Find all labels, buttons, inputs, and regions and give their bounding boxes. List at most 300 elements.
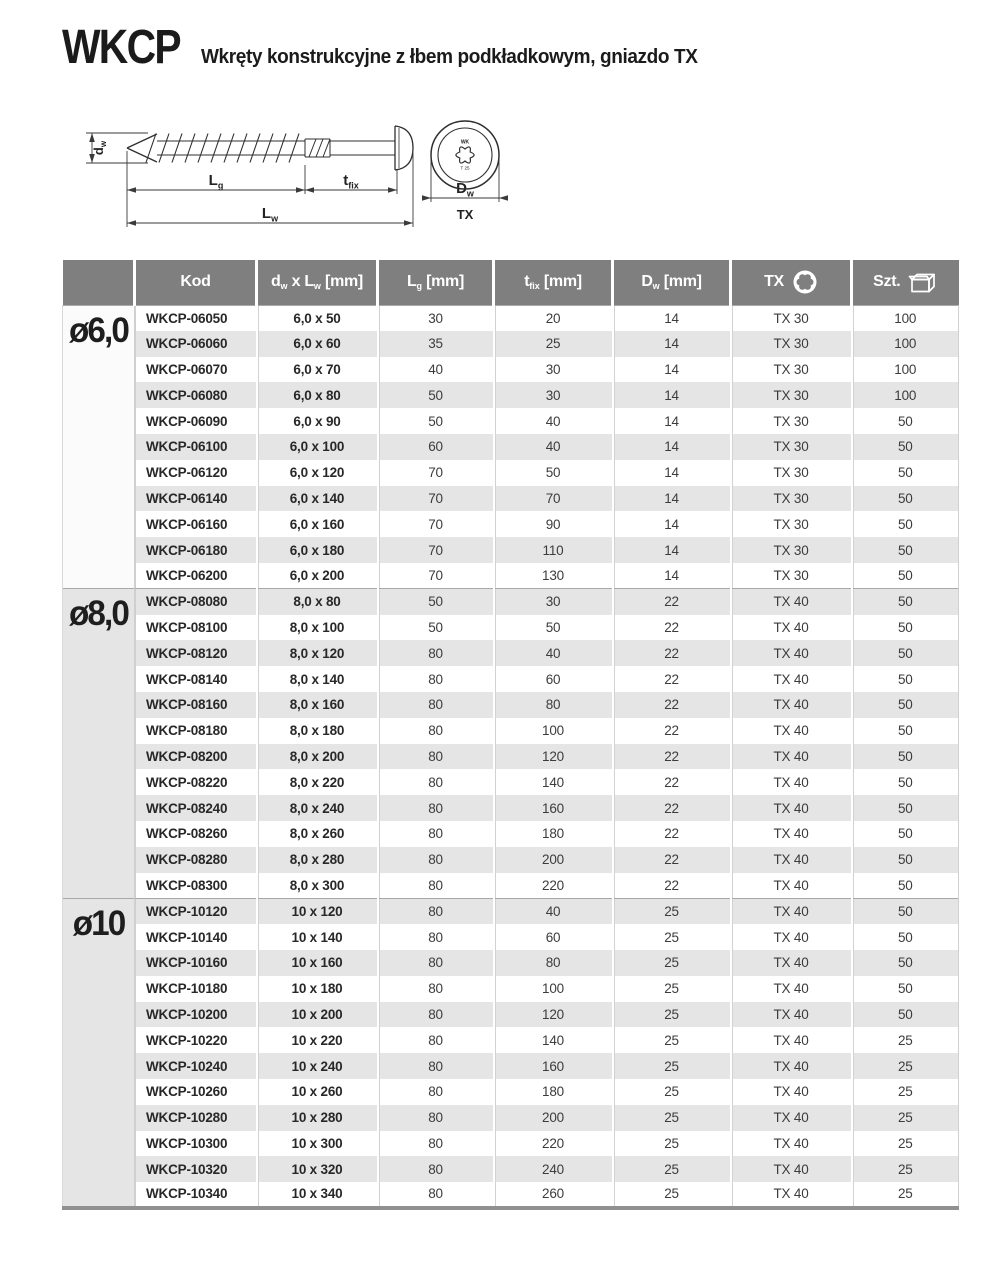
dw-cell: 22 (613, 795, 731, 821)
tx-cell: TX 40 (731, 692, 852, 718)
tx-cell: TX 40 (731, 1156, 852, 1182)
col-header-lg: $L_g$ [mm] (378, 260, 494, 305)
lg-cell: 50 (378, 589, 494, 615)
tx-cell: TX 30 (731, 382, 852, 408)
screw-technical-drawing (62, 103, 532, 248)
lg-cell: 35 (378, 331, 494, 357)
package-box-icon (908, 270, 938, 295)
qty-cell: 50 (852, 408, 959, 434)
code-cell: WKCP-08220 (135, 769, 257, 795)
table-row (63, 898, 959, 924)
dimension-cell: 10 x 340 (257, 1182, 378, 1208)
code-cell: WKCP-08260 (135, 821, 257, 847)
tfix-cell: 100 (494, 976, 613, 1002)
dw-cell: 22 (613, 692, 731, 718)
dw-cell: 25 (613, 1079, 731, 1105)
tx-cell: TX 30 (731, 460, 852, 486)
tfix-cell: 30 (494, 589, 613, 615)
lg-cell: 60 (378, 434, 494, 460)
qty-cell: 100 (852, 305, 959, 331)
qty-cell: 50 (852, 821, 959, 847)
tfix-cell: 120 (494, 744, 613, 770)
tx-cell: TX 30 (731, 537, 852, 563)
dimension-cell: 8,0 x 120 (257, 640, 378, 666)
code-cell: WKCP-08120 (135, 640, 257, 666)
code-cell: WKCP-06100 (135, 434, 257, 460)
qty-cell: 25 (852, 1053, 959, 1079)
code-cell: WKCP-06050 (135, 305, 257, 331)
table-row (63, 305, 959, 331)
code-cell: WKCP-06120 (135, 460, 257, 486)
tx-cell: TX 40 (731, 950, 852, 976)
tfix-cell: 40 (494, 408, 613, 434)
dw-cell: 25 (613, 1131, 731, 1157)
qty-cell: 50 (852, 692, 959, 718)
dimension-cell: 10 x 280 (257, 1105, 378, 1131)
tx-cell: TX 30 (731, 305, 852, 331)
tfix-cell: 20 (494, 305, 613, 331)
code-cell: WKCP-10300 (135, 1131, 257, 1157)
code-cell: WKCP-10280 (135, 1105, 257, 1131)
diameter-section-label: ø8,0 (69, 594, 128, 634)
lg-cell: 80 (378, 924, 494, 950)
qty-cell: 50 (852, 486, 959, 512)
dim-label-tfix: $t_{fix}$ (343, 172, 359, 191)
qty-cell: 100 (852, 331, 959, 357)
lg-cell: 80 (378, 976, 494, 1002)
tfix-cell: 80 (494, 950, 613, 976)
code-cell: WKCP-06160 (135, 511, 257, 537)
table-row (63, 511, 959, 537)
code-cell: WKCP-08240 (135, 795, 257, 821)
dw-cell: 25 (613, 1002, 731, 1028)
dw-cell: 25 (613, 1105, 731, 1131)
dw-cell: 14 (613, 460, 731, 486)
dimension-cell: 10 x 140 (257, 924, 378, 950)
tx-cell: TX 30 (731, 434, 852, 460)
qty-cell: 50 (852, 434, 959, 460)
tx-cell: TX 30 (731, 408, 852, 434)
tx-cell: TX 30 (731, 486, 852, 512)
table-row (63, 589, 959, 615)
lg-cell: 80 (378, 1131, 494, 1157)
tx-cell: TX 40 (731, 847, 852, 873)
table-row (63, 486, 959, 512)
table-row (63, 1053, 959, 1079)
lg-cell: 80 (378, 821, 494, 847)
dimension-cell: 10 x 260 (257, 1079, 378, 1105)
table-row (63, 847, 959, 873)
col-header-dw: $D_w$ [mm] (613, 260, 731, 305)
dw-cell: 22 (613, 847, 731, 873)
col-header-tfix: $t_{fix}$ [mm] (494, 260, 613, 305)
dimension-cell: 10 x 220 (257, 1027, 378, 1053)
code-cell: WKCP-10340 (135, 1182, 257, 1208)
code-cell: WKCP-06060 (135, 331, 257, 357)
lg-cell: 70 (378, 460, 494, 486)
tfix-cell: 140 (494, 1027, 613, 1053)
qty-cell: 50 (852, 563, 959, 589)
dimension-cell: 8,0 x 300 (257, 873, 378, 899)
code-cell: WKCP-06070 (135, 357, 257, 383)
tfix-cell: 220 (494, 1131, 613, 1157)
tx-cell: TX 30 (731, 511, 852, 537)
drive-type-label: TX (456, 207, 474, 222)
lg-cell: 70 (378, 486, 494, 512)
lg-cell: 80 (378, 718, 494, 744)
qty-cell: 50 (852, 511, 959, 537)
tfix-cell: 25 (494, 331, 613, 357)
dw-cell: 14 (613, 331, 731, 357)
tfix-cell: 40 (494, 898, 613, 924)
dimension-cell: 8,0 x 220 (257, 769, 378, 795)
qty-cell: 50 (852, 589, 959, 615)
lg-cell: 80 (378, 666, 494, 692)
code-cell: WKCP-08280 (135, 847, 257, 873)
code-cell: WKCP-06080 (135, 382, 257, 408)
qty-cell: 100 (852, 357, 959, 383)
col-header-dw-lw: $d_w$ x $L_w$ [mm] (257, 260, 378, 305)
lg-cell: 80 (378, 744, 494, 770)
dw-cell: 14 (613, 537, 731, 563)
lg-cell: 70 (378, 511, 494, 537)
dimension-cell: 10 x 240 (257, 1053, 378, 1079)
table-row (63, 718, 959, 744)
table-row (63, 744, 959, 770)
dimension-cell: 6,0 x 160 (257, 511, 378, 537)
code-cell: WKCP-06180 (135, 537, 257, 563)
table-row (63, 460, 959, 486)
table-row (63, 357, 959, 383)
tx-cell: TX 30 (731, 563, 852, 589)
lg-cell: 80 (378, 873, 494, 899)
dimension-cell: 8,0 x 100 (257, 615, 378, 641)
table-row (63, 976, 959, 1002)
code-cell: WKCP-10120 (135, 898, 257, 924)
lg-cell: 30 (378, 305, 494, 331)
qty-cell: 25 (852, 1182, 959, 1208)
lg-cell: 50 (378, 382, 494, 408)
tfix-cell: 100 (494, 718, 613, 744)
tx-cell: TX 40 (731, 1027, 852, 1053)
tx-cell: TX 40 (731, 744, 852, 770)
diameter-section-cell (63, 898, 135, 1208)
dimension-cell: 6,0 x 200 (257, 563, 378, 589)
lg-cell: 80 (378, 1079, 494, 1105)
table-row (63, 537, 959, 563)
lg-cell: 80 (378, 640, 494, 666)
col-header-tx (731, 260, 852, 305)
qty-cell: 50 (852, 640, 959, 666)
dimension-cell: 8,0 x 80 (257, 589, 378, 615)
qty-cell: 25 (852, 1079, 959, 1105)
dw-cell: 25 (613, 898, 731, 924)
lg-cell: 50 (378, 408, 494, 434)
page-subtitle: Wkręty konstrukcyjne z łbem podkładkowym, gniazdo TX (200, 46, 698, 68)
qty-cell: 25 (852, 1105, 959, 1131)
tx-cell: TX 40 (731, 615, 852, 641)
tfix-cell: 220 (494, 873, 613, 899)
dw-cell: 14 (613, 408, 731, 434)
table-row (63, 950, 959, 976)
dimension-cell: 6,0 x 180 (257, 537, 378, 563)
table-row (63, 1182, 959, 1208)
table-row (63, 331, 959, 357)
qty-cell: 50 (852, 873, 959, 899)
table-body (63, 305, 959, 1208)
lg-cell: 80 (378, 1105, 494, 1131)
dimension-cell: 6,0 x 90 (257, 408, 378, 434)
dimension-cell: 10 x 180 (257, 976, 378, 1002)
tx-cell: TX 40 (731, 718, 852, 744)
tfix-cell: 120 (494, 1002, 613, 1028)
lg-cell: 80 (378, 795, 494, 821)
table-row (63, 873, 959, 899)
screw-side-view (127, 126, 413, 170)
page-header (62, 20, 723, 75)
spec-table-header (63, 260, 959, 305)
dimension-cell: 6,0 x 50 (257, 305, 378, 331)
tfix-cell: 40 (494, 434, 613, 460)
dw-cell: 25 (613, 1053, 731, 1079)
table-row (63, 1156, 959, 1182)
head-marking-top: WK (460, 139, 470, 146)
tx-cell: TX 40 (731, 1079, 852, 1105)
screw-head-front-view (431, 121, 499, 189)
dw-cell: 22 (613, 615, 731, 641)
dim-label-d: $d_w$ (91, 140, 108, 156)
dw-cell: 22 (613, 666, 731, 692)
dw-cell: 25 (613, 1156, 731, 1182)
dw-cell: 14 (613, 305, 731, 331)
qty-cell: 25 (852, 1156, 959, 1182)
dimension-cell: 8,0 x 280 (257, 847, 378, 873)
code-cell: WKCP-08160 (135, 692, 257, 718)
qty-cell: 50 (852, 950, 959, 976)
tfix-cell: 80 (494, 692, 613, 718)
tfix-cell: 130 (494, 563, 613, 589)
tfix-cell: 30 (494, 382, 613, 408)
tfix-cell: 70 (494, 486, 613, 512)
dw-cell: 22 (613, 821, 731, 847)
tfix-cell: 110 (494, 537, 613, 563)
code-cell: WKCP-10240 (135, 1053, 257, 1079)
lg-cell: 80 (378, 1002, 494, 1028)
code-cell: WKCP-08140 (135, 666, 257, 692)
qty-cell: 25 (852, 1131, 959, 1157)
table-row (63, 666, 959, 692)
dw-cell: 22 (613, 744, 731, 770)
table-row (63, 1105, 959, 1131)
tfix-cell: 30 (494, 357, 613, 383)
dw-cell: 22 (613, 718, 731, 744)
dw-cell: 25 (613, 1027, 731, 1053)
dw-cell: 22 (613, 873, 731, 899)
dimension-cell: 6,0 x 140 (257, 486, 378, 512)
lg-cell: 50 (378, 615, 494, 641)
code-cell: WKCP-08200 (135, 744, 257, 770)
col-header-tx-label: TX (764, 273, 784, 291)
table-row (63, 821, 959, 847)
table-row (63, 1027, 959, 1053)
code-cell: WKCP-10200 (135, 1002, 257, 1028)
tx-cell: TX 40 (731, 640, 852, 666)
table-row (63, 434, 959, 460)
table-row (63, 640, 959, 666)
dimension-lines (86, 133, 507, 227)
code-cell: WKCP-10220 (135, 1027, 257, 1053)
qty-cell: 50 (852, 847, 959, 873)
tfix-cell: 240 (494, 1156, 613, 1182)
lg-cell: 40 (378, 357, 494, 383)
dw-cell: 22 (613, 769, 731, 795)
dimension-cell: 10 x 200 (257, 1002, 378, 1028)
table-row (63, 408, 959, 434)
dimension-cell: 6,0 x 60 (257, 331, 378, 357)
dw-cell: 14 (613, 511, 731, 537)
tx-cell: TX 40 (731, 898, 852, 924)
qty-cell: 50 (852, 769, 959, 795)
tfix-cell: 90 (494, 511, 613, 537)
dw-cell: 25 (613, 1182, 731, 1208)
tx-cell: TX 30 (731, 331, 852, 357)
dw-cell: 25 (613, 976, 731, 1002)
dimension-cell: 10 x 320 (257, 1156, 378, 1182)
lg-cell: 80 (378, 1053, 494, 1079)
tx-cell: TX 40 (731, 589, 852, 615)
diameter-section-cell (63, 589, 135, 899)
tx-cell: TX 40 (731, 976, 852, 1002)
tfix-cell: 200 (494, 847, 613, 873)
tx-cell: TX 40 (731, 1053, 852, 1079)
code-cell: WKCP-10160 (135, 950, 257, 976)
table-row (63, 382, 959, 408)
dimension-cell: 6,0 x 120 (257, 460, 378, 486)
dim-label-lg: $L_g$ (208, 172, 224, 191)
col-header-szt-label: Szt. (873, 273, 901, 291)
tx-cell: TX 40 (731, 924, 852, 950)
code-cell: WKCP-10140 (135, 924, 257, 950)
code-cell: WKCP-10260 (135, 1079, 257, 1105)
dimension-cell: 8,0 x 200 (257, 744, 378, 770)
tfix-cell: 160 (494, 795, 613, 821)
dw-cell: 25 (613, 924, 731, 950)
code-cell: WKCP-08300 (135, 873, 257, 899)
table-row (63, 1079, 959, 1105)
diameter-section-label: ø10 (72, 903, 125, 943)
qty-cell: 50 (852, 718, 959, 744)
dimension-cell: 6,0 x 80 (257, 382, 378, 408)
torx-socket-icon (792, 269, 818, 295)
code-cell: WKCP-08080 (135, 589, 257, 615)
tfix-cell: 160 (494, 1053, 613, 1079)
col-header-szt (852, 260, 959, 305)
dimension-arrows (89, 133, 508, 226)
code-cell: WKCP-08180 (135, 718, 257, 744)
code-cell: WKCP-06140 (135, 486, 257, 512)
code-cell: WKCP-10320 (135, 1156, 257, 1182)
spec-table (62, 260, 959, 1210)
qty-cell: 50 (852, 460, 959, 486)
qty-cell: 50 (852, 924, 959, 950)
lg-cell: 80 (378, 769, 494, 795)
qty-cell: 50 (852, 898, 959, 924)
code-cell: WKCP-08100 (135, 615, 257, 641)
dimension-cell: 10 x 300 (257, 1131, 378, 1157)
dim-label-lw: $L_w$ (261, 205, 279, 224)
tfix-cell: 40 (494, 640, 613, 666)
tx-cell: TX 40 (731, 1131, 852, 1157)
tfix-cell: 260 (494, 1182, 613, 1208)
table-row (63, 692, 959, 718)
dw-cell: 14 (613, 486, 731, 512)
dw-cell: 14 (613, 563, 731, 589)
code-cell: WKCP-10180 (135, 976, 257, 1002)
tfix-cell: 60 (494, 666, 613, 692)
dw-cell: 14 (613, 357, 731, 383)
tx-cell: TX 30 (731, 357, 852, 383)
lg-cell: 80 (378, 1156, 494, 1182)
dimension-cell: 8,0 x 160 (257, 692, 378, 718)
qty-cell: 50 (852, 1002, 959, 1028)
lg-cell: 80 (378, 1027, 494, 1053)
table-row (63, 615, 959, 641)
lg-cell: 80 (378, 950, 494, 976)
torx-recess-outline (456, 147, 474, 163)
lg-cell: 70 (378, 563, 494, 589)
diameter-section-label: ø6,0 (69, 310, 128, 350)
tfix-cell: 140 (494, 769, 613, 795)
qty-cell: 25 (852, 1027, 959, 1053)
dw-cell: 22 (613, 589, 731, 615)
dw-cell: 14 (613, 434, 731, 460)
dimension-cell: 8,0 x 260 (257, 821, 378, 847)
tx-cell: TX 40 (731, 873, 852, 899)
col-header-kod: Kod (135, 260, 257, 305)
tfix-cell: 50 (494, 460, 613, 486)
dimension-cell: 8,0 x 140 (257, 666, 378, 692)
lg-cell: 80 (378, 847, 494, 873)
dw-cell: 22 (613, 640, 731, 666)
lg-cell: 70 (378, 537, 494, 563)
dimension-cell: 8,0 x 240 (257, 795, 378, 821)
qty-cell: 100 (852, 382, 959, 408)
dimension-cell: 8,0 x 180 (257, 718, 378, 744)
code-cell: WKCP-06090 (135, 408, 257, 434)
tx-cell: TX 40 (731, 1105, 852, 1131)
table-row (63, 924, 959, 950)
qty-cell: 50 (852, 537, 959, 563)
lg-cell: 80 (378, 692, 494, 718)
qty-cell: 50 (852, 744, 959, 770)
tfix-cell: 60 (494, 924, 613, 950)
dimension-cell: 10 x 120 (257, 898, 378, 924)
tfix-cell: 180 (494, 1079, 613, 1105)
lg-cell: 80 (378, 898, 494, 924)
dimension-cell: 10 x 160 (257, 950, 378, 976)
table-row (63, 1131, 959, 1157)
tx-cell: TX 40 (731, 795, 852, 821)
page-title: WKCP (62, 21, 180, 74)
tx-cell: TX 40 (731, 821, 852, 847)
tfix-cell: 200 (494, 1105, 613, 1131)
head-marking-bottom: T 25 (460, 165, 470, 171)
qty-cell: 50 (852, 615, 959, 641)
table-row (63, 795, 959, 821)
qty-cell: 50 (852, 666, 959, 692)
tx-cell: TX 40 (731, 1002, 852, 1028)
tx-cell: TX 40 (731, 1182, 852, 1208)
